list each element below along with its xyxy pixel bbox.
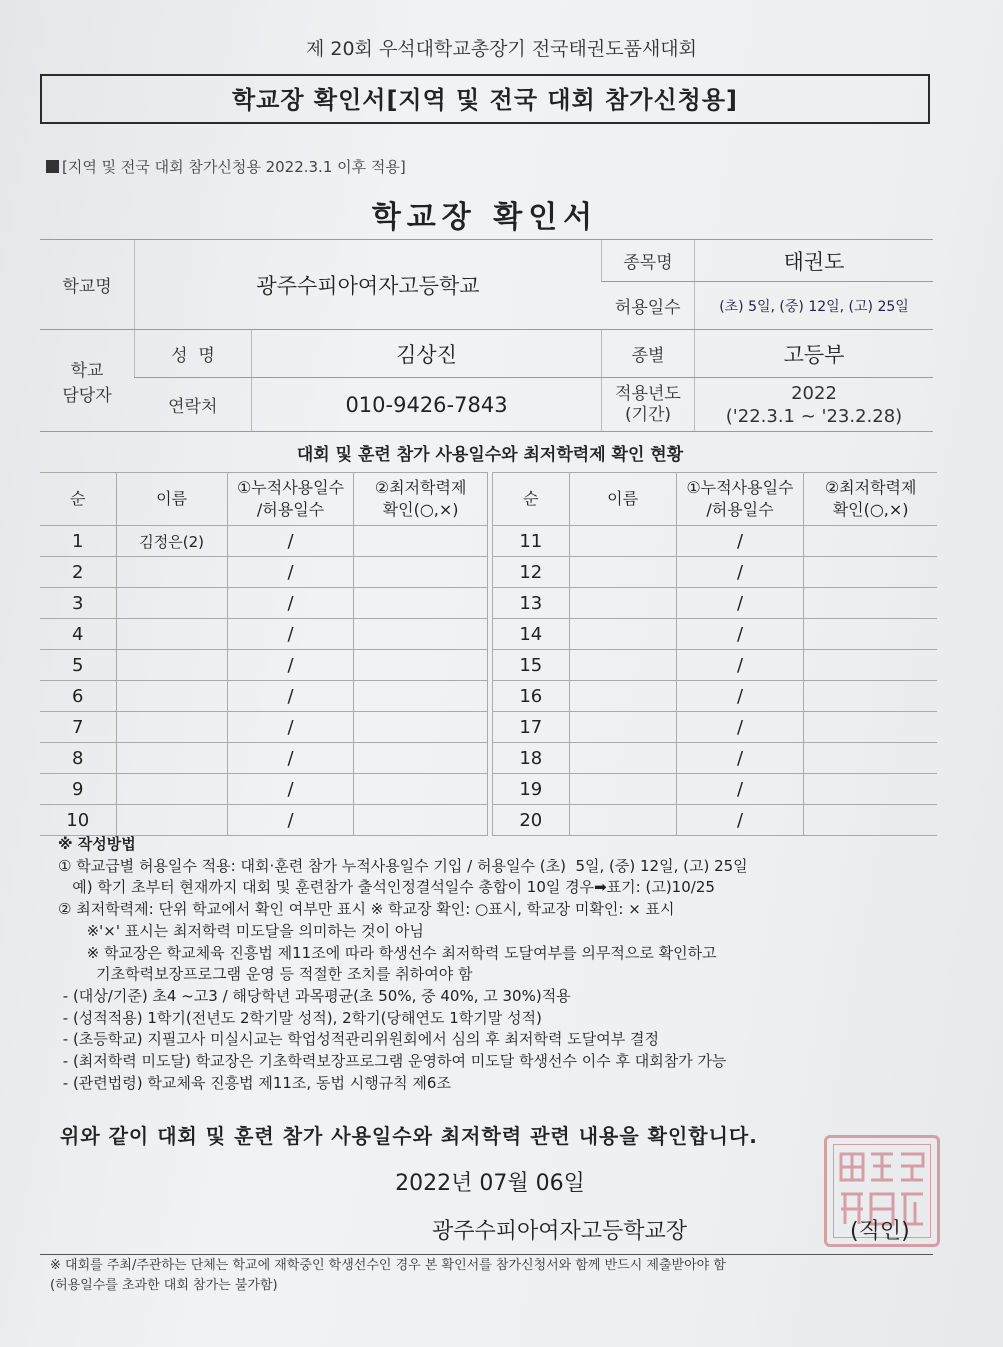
col-check-left-line1: ②최저학력제 xyxy=(374,478,467,497)
instructions-title: ※ 작성방법 xyxy=(58,835,136,853)
instruction-line: 예) 학기 초부터 현재까지 대회 및 훈련참가 출석인정결석일수 총합이 10일 경우➡표기: (고)10/25 xyxy=(58,878,715,897)
row-no: 9 xyxy=(40,774,116,805)
division-value: 고등부 xyxy=(695,330,934,378)
usage-table xyxy=(40,472,937,836)
row-days: / xyxy=(227,681,354,712)
row-no: 4 xyxy=(40,619,116,650)
instruction-line: 기초학력보장프로그램 운영 등 적절한 조치를 취하여야 함 xyxy=(58,965,473,984)
row-days: / xyxy=(227,588,354,619)
row-days: / xyxy=(227,526,354,557)
row-no: 20 xyxy=(493,805,570,836)
footer-line-1: ※ 대회를 주최/주관하는 단체는 학교에 재학중인 학생선수인 경우 본 확인서를 참가신청서와 함께 반드시 제출받아야 함 xyxy=(50,1258,726,1273)
seal-mark-label: (직인) xyxy=(850,1219,910,1244)
row-name: 김정은(2) xyxy=(116,526,227,557)
school-label: 학교명 xyxy=(40,240,135,330)
instruction-line: - (대상/기준) 초4 ~고3 / 해당학년 과목평균(초 50%, 중 40%, 고 30%)적용 xyxy=(58,986,571,1005)
row-check xyxy=(354,743,488,774)
row-name xyxy=(569,557,676,588)
table-row xyxy=(40,743,937,774)
row-check xyxy=(804,619,937,650)
row-days: / xyxy=(676,681,804,712)
row-days: / xyxy=(676,774,804,805)
row-no: 3 xyxy=(40,588,116,619)
row-name xyxy=(116,619,227,650)
row-days: / xyxy=(676,619,804,650)
row-name xyxy=(569,619,676,650)
manager-label-line2: 담당자 xyxy=(62,385,112,406)
col-days-left xyxy=(227,473,354,526)
col-check-left xyxy=(354,473,488,526)
instruction-line: - (초등학교) 지필고사 미실시교는 학업성적관리위원회에서 심의 후 최저학력 도달여부 결정 xyxy=(58,1030,659,1049)
row-days: / xyxy=(676,650,804,681)
row-name xyxy=(116,650,227,681)
allowed-days-label: 허용일수 xyxy=(602,282,695,330)
instruction-line: ※ 학교장은 학교체육 진흥법 제11조에 따라 학생선수 최저학력 도달여부를 의무적으로 확인하고 xyxy=(58,943,717,962)
footer-divider xyxy=(40,1254,933,1255)
instruction-line: ① 학교급별 허용일수 적용: 대회·훈련 참가 누적사용일수 기입 / 허용일수 (초) 5일, (중) 12일, (고) 25일 xyxy=(58,856,748,875)
info-table xyxy=(40,239,933,432)
row-check xyxy=(354,681,488,712)
footer-note xyxy=(50,1256,726,1296)
row-no: 1 xyxy=(40,526,116,557)
row-name xyxy=(569,526,676,557)
col-days-left-line1: ①누적사용일수 xyxy=(236,478,345,497)
manager-label xyxy=(40,330,135,432)
row-days: / xyxy=(227,805,354,836)
row-check xyxy=(354,526,488,557)
row-days: / xyxy=(227,774,354,805)
table-row xyxy=(40,619,937,650)
row-no: 14 xyxy=(493,619,570,650)
table-row xyxy=(40,774,937,805)
row-days: / xyxy=(676,526,804,557)
row-days: / xyxy=(676,805,804,836)
row-check xyxy=(354,805,488,836)
year-value-line1: 2022 xyxy=(791,382,837,404)
table-header-row xyxy=(40,473,937,526)
row-name xyxy=(569,681,676,712)
col-no-left: 순 xyxy=(40,473,116,526)
instructions xyxy=(58,834,958,1094)
row-no: 10 xyxy=(40,805,116,836)
event-value: 태권도 xyxy=(695,240,934,282)
row-no: 8 xyxy=(40,743,116,774)
instruction-line: - (최저학력 미도달) 학교장은 기초학력보장프로그램 운영하여 미도달 학생선수 이수 후 대회참가 가능 xyxy=(58,1052,727,1071)
instruction-line: ※'×' 표시는 최저학력 미도달을 의미하는 것이 아님 xyxy=(58,921,424,940)
row-name xyxy=(569,805,676,836)
confirmation-statement: 위와 같이 대회 및 훈련 참가 사용일수와 최저학력 관련 내용을 확인합니다. xyxy=(60,1124,758,1148)
row-check xyxy=(354,774,488,805)
table-row xyxy=(40,557,937,588)
row-no: 12 xyxy=(493,557,570,588)
col-check-right-line1: ②최저학력제 xyxy=(824,478,917,497)
row-no: 18 xyxy=(493,743,570,774)
row-check xyxy=(804,557,937,588)
row-no: 2 xyxy=(40,557,116,588)
row-name xyxy=(569,743,676,774)
row-check xyxy=(804,774,937,805)
row-name xyxy=(116,743,227,774)
instruction-line: - (관련법령) 학교체육 진흥법 제11조, 동법 시행규칙 제6조 xyxy=(58,1073,451,1092)
col-days-left-line2: /허용일수 xyxy=(256,500,325,519)
row-days: / xyxy=(227,743,354,774)
row-days: / xyxy=(676,557,804,588)
row-name xyxy=(569,650,676,681)
row-check xyxy=(354,650,488,681)
col-name-right: 이름 xyxy=(569,473,676,526)
row-check xyxy=(804,681,937,712)
row-no: 17 xyxy=(493,712,570,743)
col-check-left-line2: 확인(○,×) xyxy=(382,500,459,519)
instruction-line: ② 최저학력제: 단위 학교에서 확인 여부만 표시 ※ 학교장 확인: ○표시, 학교장 미확인: × 표시 xyxy=(58,900,675,919)
school-value: 광주수피아여자고등학교 xyxy=(135,240,602,330)
row-check xyxy=(804,588,937,619)
row-days: / xyxy=(676,588,804,619)
form-title: 학교장 확인서 xyxy=(371,200,599,235)
row-check xyxy=(354,588,488,619)
main-title-box: 학교장 확인서[지역 및 전국 대회 참가신청용] xyxy=(40,74,930,124)
row-no: 11 xyxy=(493,526,570,557)
row-check xyxy=(354,619,488,650)
table-row xyxy=(40,712,937,743)
row-days: / xyxy=(676,712,804,743)
row-days: / xyxy=(227,619,354,650)
year-label-line1: 적용년도 xyxy=(615,383,681,404)
row-name xyxy=(116,712,227,743)
row-check xyxy=(804,650,937,681)
table-row xyxy=(40,805,937,836)
year-value xyxy=(695,378,934,432)
summary-title: 대회 및 훈련 참가 사용일수와 최저학력제 확인 현황 xyxy=(296,445,684,465)
row-name xyxy=(569,588,676,619)
row-check xyxy=(354,557,488,588)
row-no: 5 xyxy=(40,650,116,681)
square-bullet-icon xyxy=(46,160,59,173)
table-row xyxy=(40,681,937,712)
row-name xyxy=(116,681,227,712)
footer-line-2: (허용일수를 초과한 대회 참가는 불가함) xyxy=(50,1278,278,1293)
col-no-right: 순 xyxy=(493,473,570,526)
instructions-lines xyxy=(58,856,958,1095)
row-name xyxy=(116,588,227,619)
issue-date: 2022년 07월 06일 xyxy=(395,1171,585,1196)
table-row xyxy=(40,650,937,681)
row-name xyxy=(116,774,227,805)
row-days: / xyxy=(227,650,354,681)
row-no: 7 xyxy=(40,712,116,743)
row-no: 15 xyxy=(493,650,570,681)
col-check-right xyxy=(804,473,937,526)
row-name xyxy=(569,774,676,805)
principal-name: 광주수피아여자고등학교장 xyxy=(432,1219,688,1244)
contest-title: 제 20회 우석대학교총장기 전국태권도품새대회 xyxy=(305,38,698,60)
note-text: [지역 및 전국 대회 참가신청용 2022.3.1 이후 적용] xyxy=(62,158,406,176)
contact-label: 연락처 xyxy=(135,378,252,432)
year-label xyxy=(602,378,695,432)
row-check xyxy=(804,712,937,743)
division-label: 종별 xyxy=(602,330,695,378)
col-days-right-line2: /허용일수 xyxy=(706,500,774,519)
name-value: 김상진 xyxy=(252,330,602,378)
year-label-line2: (기간) xyxy=(624,404,672,425)
row-no: 6 xyxy=(40,681,116,712)
col-name-left: 이름 xyxy=(116,473,227,526)
table-row xyxy=(40,526,937,557)
row-no: 19 xyxy=(493,774,570,805)
row-days: / xyxy=(227,557,354,588)
row-check xyxy=(354,712,488,743)
row-no: 16 xyxy=(493,681,570,712)
col-check-right-line2: 확인(○,×) xyxy=(832,500,909,519)
instruction-line: - (성적적용) 1학기(전년도 2학기말 성적), 2학기(당해연도 1학기말 성적) xyxy=(58,1008,542,1027)
col-days-right-line1: ①누적사용일수 xyxy=(686,478,794,497)
row-days: / xyxy=(676,743,804,774)
allowed-days-value: (초) 5일, (중) 12일, (고) 25일 xyxy=(695,282,934,330)
manager-label-line1: 학교 xyxy=(70,360,104,381)
row-no: 13 xyxy=(493,588,570,619)
event-label: 종목명 xyxy=(602,240,695,282)
name-label: 성 명 xyxy=(135,330,252,378)
row-name xyxy=(116,805,227,836)
year-value-line2: ('22.3.1 ~ '23.2.28) xyxy=(725,405,903,427)
contact-value: 010-9426-7843 xyxy=(252,378,602,432)
row-days: / xyxy=(227,712,354,743)
row-check xyxy=(804,743,937,774)
row-name xyxy=(569,712,676,743)
col-days-right xyxy=(676,473,804,526)
row-check xyxy=(804,526,937,557)
table-row xyxy=(40,588,937,619)
row-name xyxy=(116,557,227,588)
applicability-note xyxy=(46,156,406,177)
row-check xyxy=(804,805,937,836)
